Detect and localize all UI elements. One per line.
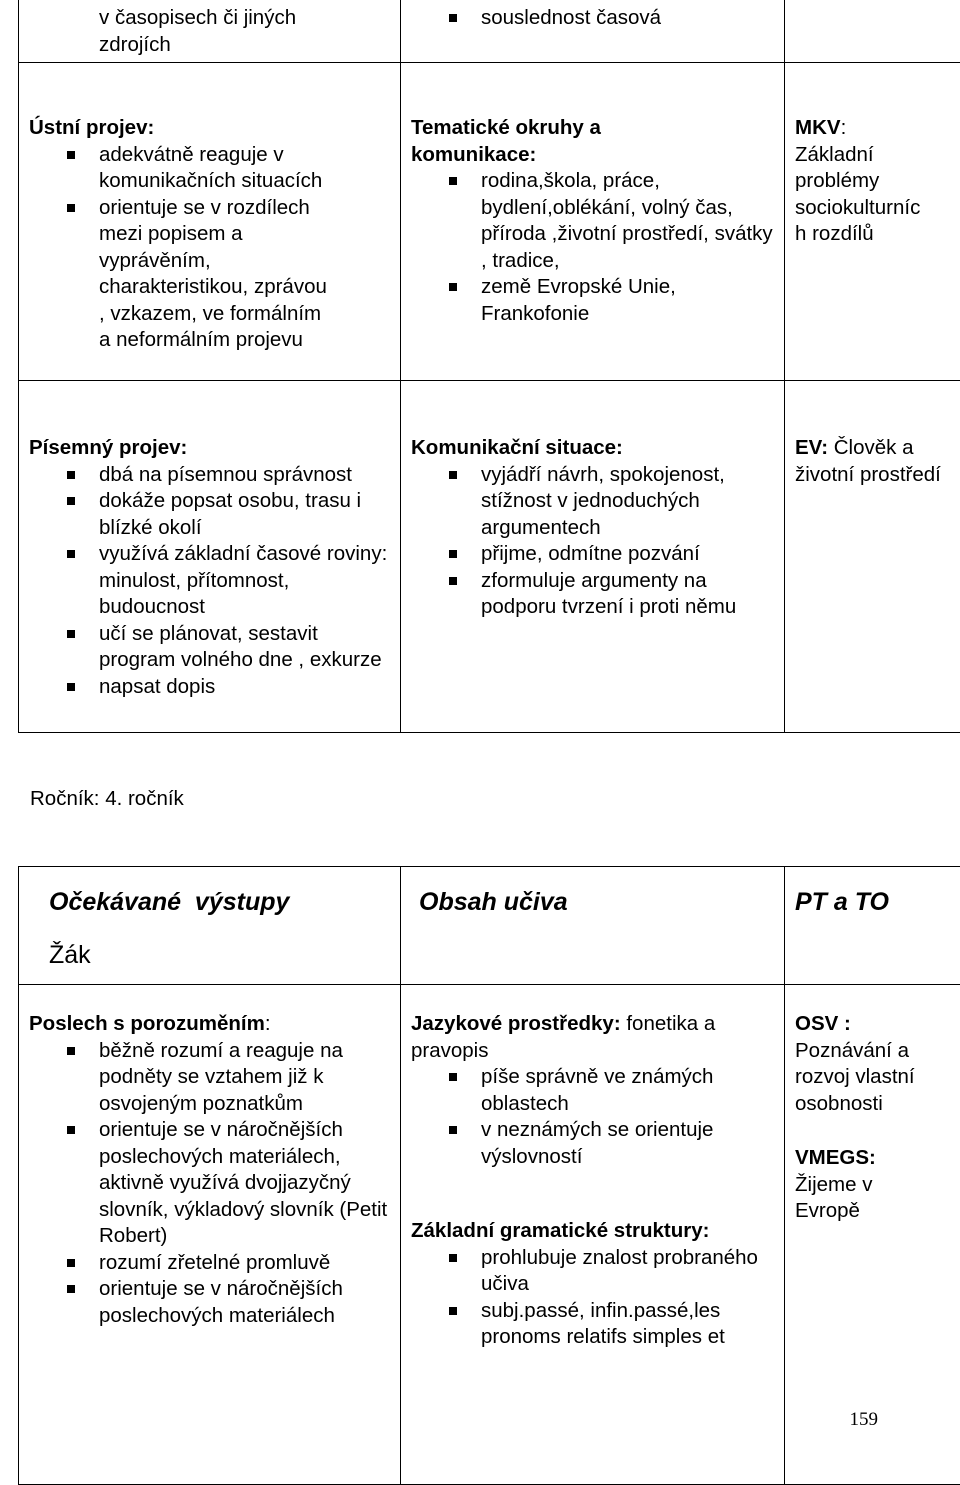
section-heading: Jazykové prostředky: [411,1012,621,1035]
table-cell [401,0,785,63]
list-item: napsat dopis [29,674,391,701]
list-item: rozumí zřetelné promluvě [29,1250,399,1277]
list-item: využívá základní časové roviny: minulost, přítomnost, budoucnost [29,541,391,621]
section-heading: Písemný projev: [29,435,390,462]
spacer [411,1196,774,1218]
list-item: rodina,škola, práce, bydlení,oblékání, volný čas, příroda ,životní prostředí, svátky , tradice, [411,168,781,274]
list-item: souslednost časová [411,5,774,32]
section-heading: OSV : [795,1011,950,1038]
section-heading-wrap: Poslech s porozuměním: [29,1011,390,1038]
section-heading: Komunikační situace: [411,435,774,462]
page-number: 159 [850,1407,879,1434]
list-item: zformuluje argumenty na podporu tvrzení i proti němu [411,568,773,621]
header-content: Obsah učiva [419,889,774,916]
list-item: vyjádří návrh, spokojenost, stížnost v jednoduchých argumentech [411,462,773,542]
table-cell [19,381,401,733]
header-cell [401,867,785,985]
bullet-list [29,1038,399,1330]
grade-label: Ročník: 4. ročník [30,786,184,813]
vmegs-text: Žijeme v Evropě [795,1172,915,1225]
table-cell [785,381,960,733]
bullet-list [411,462,773,621]
section-heading: EV: [795,436,828,459]
text-line: v časopisech či jiných [99,5,390,32]
table-cell [19,985,401,1485]
table-cell [19,63,401,381]
osv-text: Poznávání a rozvoj vlastní osobnosti [795,1038,945,1118]
text-line: zdrojích [99,32,390,59]
bullet-list [411,1245,773,1351]
header-expected-outcomes: Očekávané výstupy [49,889,390,916]
list-item: běžně rozumí a reaguje na podněty se vztahem již k osvojeným poznatkům [29,1038,399,1118]
table-cell [785,63,960,381]
section-heading: Tematické okruhy a komunikace: [411,115,611,168]
table-header-row [19,867,960,985]
table-row [19,381,960,733]
list-item: země Evropské Unie, Frankofonie [411,274,781,327]
list-item: v neznámých se orientuje výslovností [411,1117,773,1170]
list-item: učí se plánovat, sestavit program volného dne , exkurze [29,621,391,674]
ev-text: Člověk a životní prostředí [795,436,941,486]
list-item: prohlubuje znalost probraného učiva [411,1245,773,1298]
table-cell [19,0,401,63]
table-row [19,0,960,63]
section-heading: Ústní projev: [29,115,390,142]
list-item: adekvátně reaguje v komunikačních situacích [29,142,329,195]
table-row [19,985,960,1485]
list-item: dokáže popsat osobu, trasu i blízké okolí [29,488,391,541]
list-item: subj.passé, infin.passé,les pronoms relatifs simples et [411,1298,773,1351]
section-heading: MKV [795,116,841,139]
list-item: orientuje se v náročnějších poslechových materiálech [29,1276,399,1329]
bullet-list [411,1064,773,1170]
bullet-list [29,462,391,701]
section-heading-wrap [411,1011,773,1064]
table-cell [401,63,785,381]
curriculum-table-continued [18,0,960,733]
header-cell [19,867,401,985]
list-item: přijme, odmítne pozvání [411,541,773,568]
header-cell [785,867,960,985]
curriculum-table-grade-4 [18,866,960,1485]
section-heading: VMEGS: [795,1145,950,1172]
ev-block [795,435,945,488]
mkv-text: Základní problémy sociokulturních rozdílů [795,142,925,248]
bullet-list [411,168,781,327]
section-heading: Základní gramatické struktury: [411,1218,774,1245]
spacer [411,1170,774,1196]
section-heading: Poslech s porozuměním [29,1012,265,1035]
header-pt-to: PT a TO [795,889,950,916]
table-cell [785,0,960,63]
bullet-list [29,142,329,354]
table-cell [401,985,785,1485]
list-item: píše správně ve známých oblastech [411,1064,773,1117]
header-zak: Žák [49,942,390,969]
table-row [19,63,960,381]
section-heading-rest: fonetika a pravopis [411,1012,715,1062]
list-item: orientuje se v náročnějších poslechových materiálech, aktivně využívá dvojjazyčný slovník, výkladový slovník (Petit Robert) [29,1117,399,1250]
bullet-list [411,5,774,32]
list-item: orientuje se v rozdílech mezi popisem a vyprávěním, charakteristikou, zprávou , vzkazem, ve formálním a neformálním projevu [29,195,329,354]
mkv-block: MKV: [795,115,950,142]
table-cell [401,381,785,733]
list-item: dbá na písemnou správnost [29,462,391,489]
